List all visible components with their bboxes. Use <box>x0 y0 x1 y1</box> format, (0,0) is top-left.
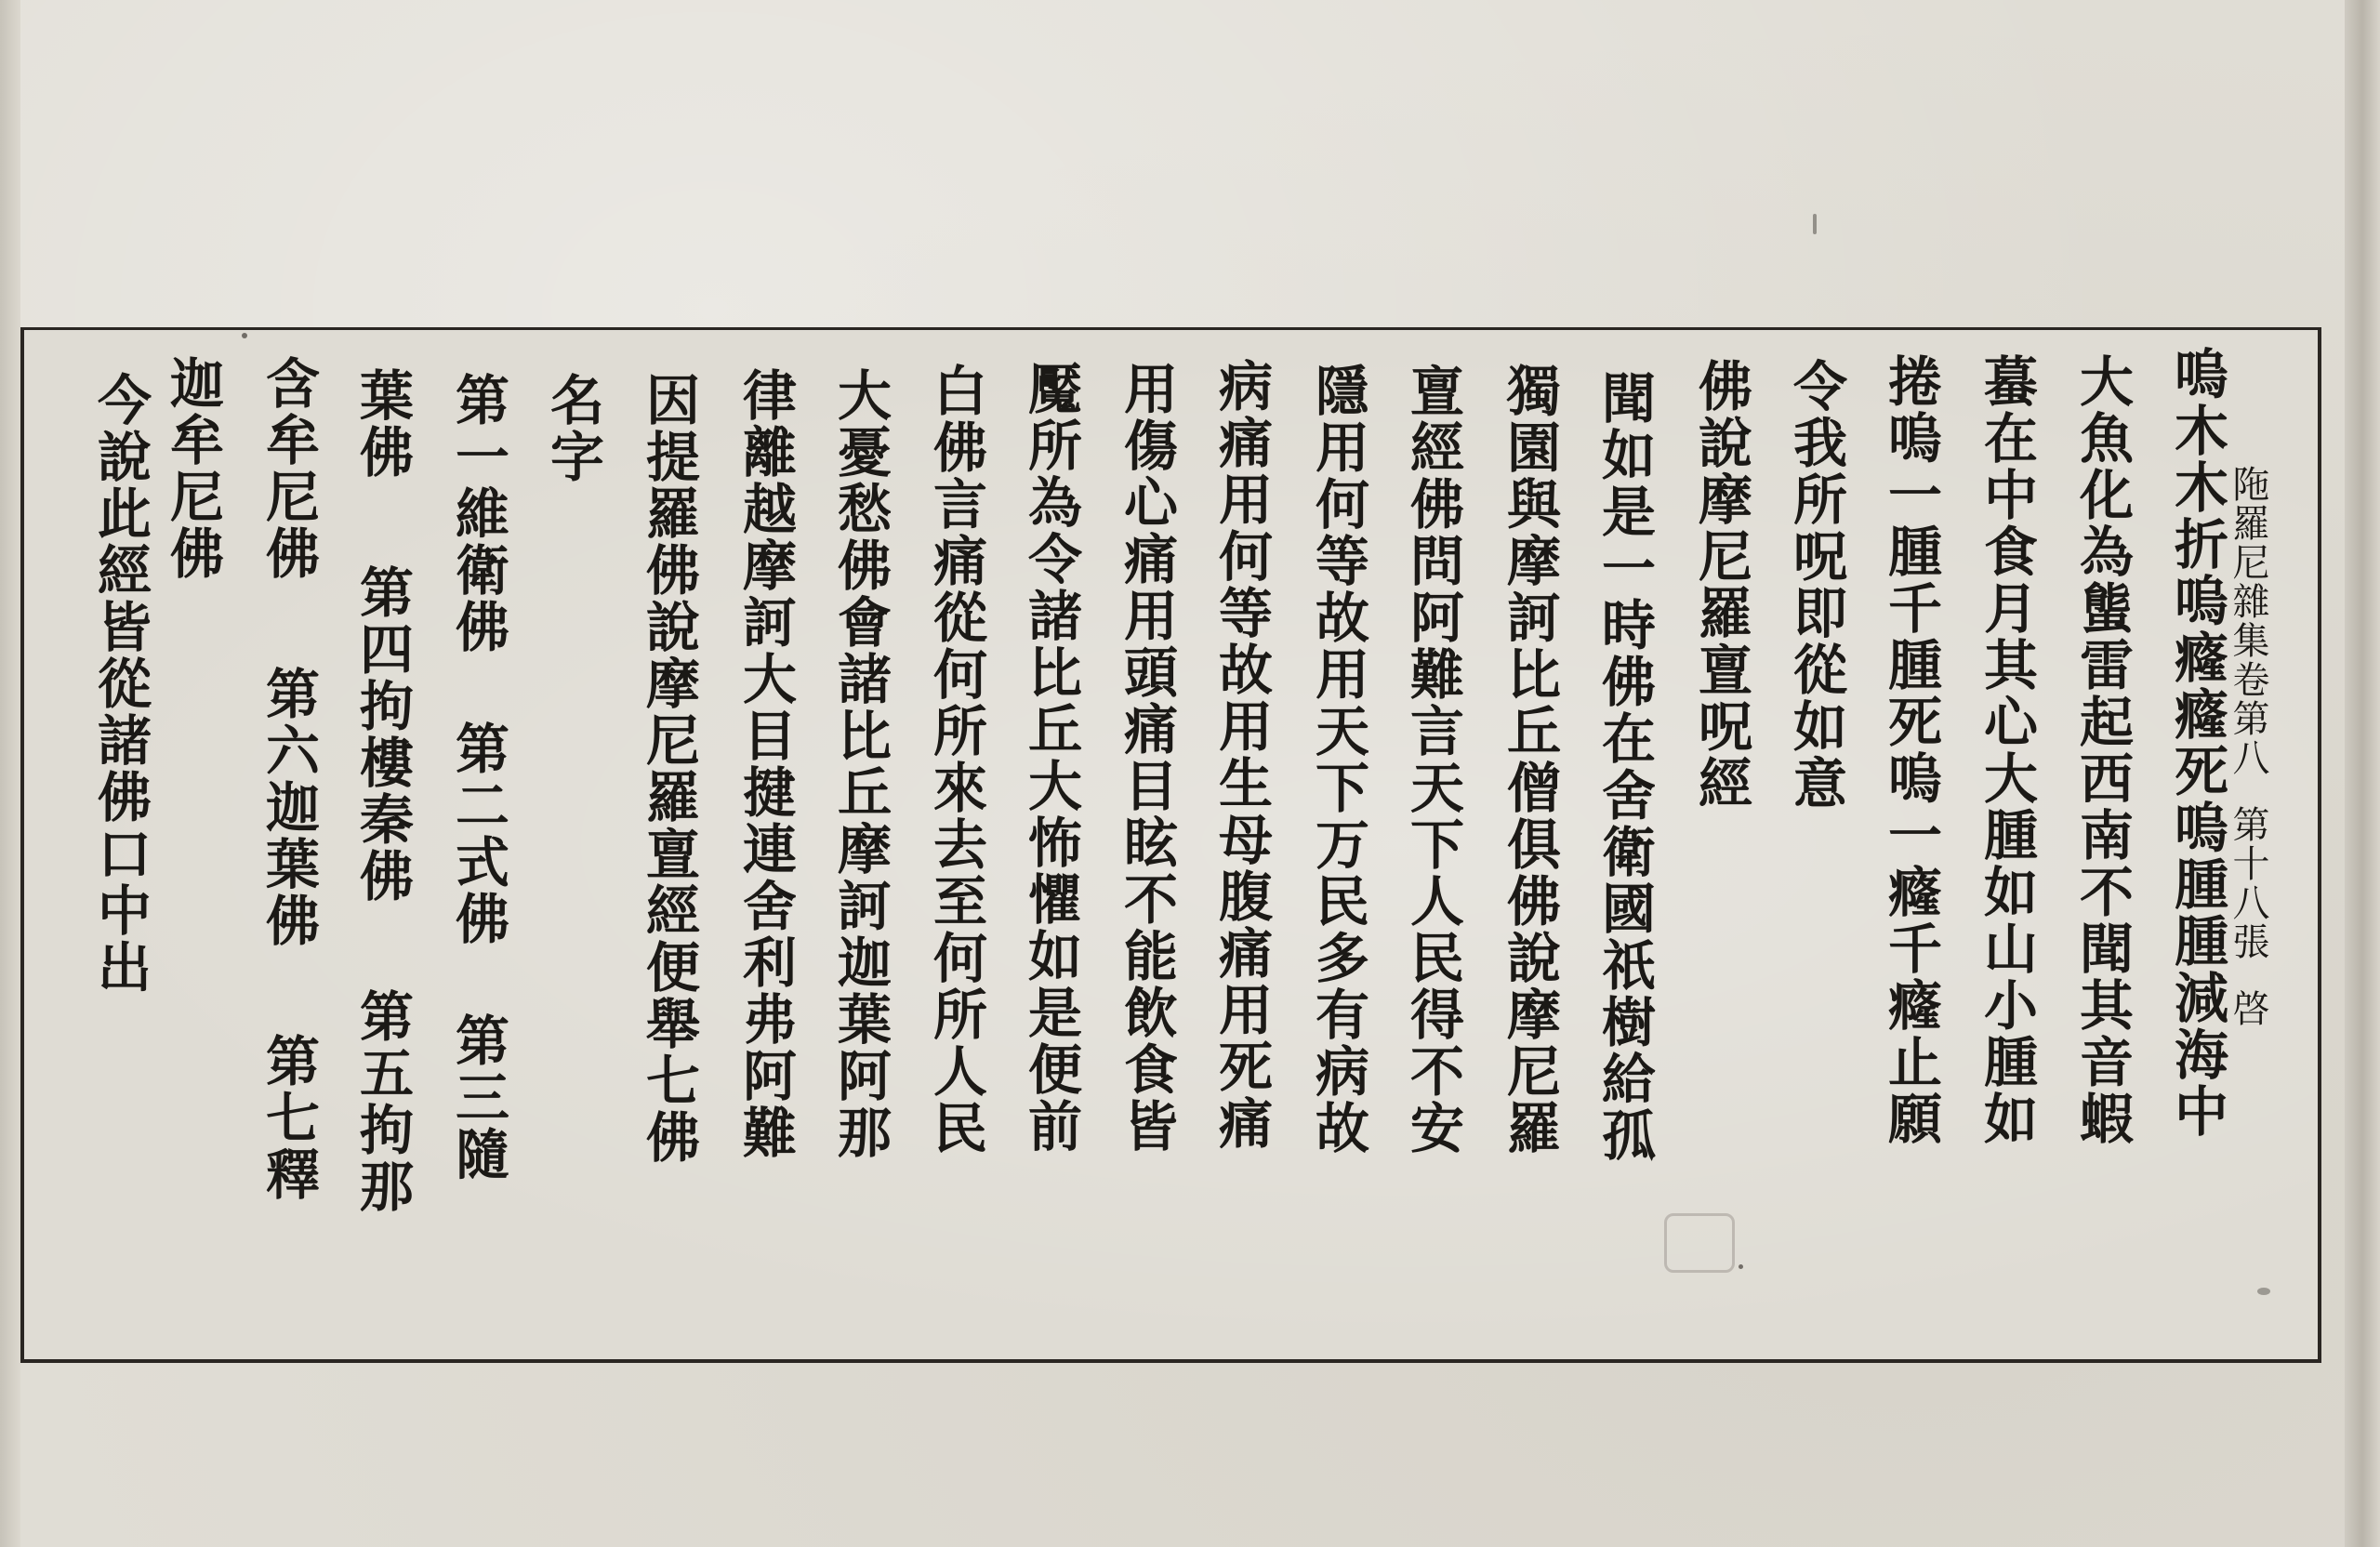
text-column: 大魚化為螚雷起西南不聞其音蝦 <box>2070 353 2134 1147</box>
buddha-name: 第三隨 <box>446 1012 509 1183</box>
text-column: 嗚木木折嗚癃癃死嗚腫腫減海中 <box>2165 346 2228 1140</box>
sutra-title-column: 佛說摩尼羅亶呪經 <box>1689 358 1752 812</box>
header-mark: 啓 <box>2227 989 2269 1028</box>
buddha-name: 第六迦葉佛 <box>257 666 320 949</box>
buddha-name: 第一維衛佛 <box>446 372 509 655</box>
text-column: 用傷心痛用頭痛目眩不能飲食皆 <box>1115 361 1178 1155</box>
paper-speck <box>1813 214 1817 234</box>
header-folio: 第十八張 <box>2227 805 2269 961</box>
paper-speck <box>1739 1264 1743 1269</box>
text-column: 因提羅佛說摩尼羅亶經便舉七佛 <box>637 372 700 1166</box>
buddha-name: 第四拘樓秦佛 <box>350 564 414 905</box>
text-column: 聞如是一時佛在舍衛國祇樹給孤 <box>1593 370 1656 1164</box>
buddha-list-column <box>446 372 509 1183</box>
text-column: 令我所呪即從如意 <box>1784 358 1847 812</box>
book-gutter <box>2345 0 2380 1547</box>
paper-speck <box>242 333 247 338</box>
header-title: 陁羅尼雜集卷第八 <box>2227 465 2269 777</box>
text-column: 隱用何等故用天下万民多有病故 <box>1306 363 1369 1157</box>
text-column: 白佛言痛從何所來去至何所人民 <box>924 363 987 1157</box>
text-column: 亶經佛問阿難言天下人民得不安 <box>1401 363 1464 1157</box>
header-note <box>2222 465 2275 1028</box>
buddha-name: 葉佛 <box>350 367 414 481</box>
buddha-name: 含牟尼佛 <box>257 355 320 582</box>
buddha-name: 第二式佛 <box>446 721 509 947</box>
text-column: 今說此經皆從諸佛口中出 <box>88 372 152 996</box>
buddha-name: 第五拘那 <box>350 988 414 1215</box>
text-column: 獨園與摩訶比丘僧俱佛說摩尼羅 <box>1498 363 1561 1157</box>
text-column: 魘所為令諸比丘大怖懼如是便前 <box>1019 361 1082 1155</box>
faint-seal-mark <box>1664 1213 1735 1273</box>
buddha-list-column <box>257 355 320 1203</box>
paper-speck <box>2257 1288 2270 1295</box>
text-column: 名字 <box>541 372 604 485</box>
text-column: 蟇在中食月其心大腫如山小腫如 <box>1975 353 2038 1147</box>
page-left-edge <box>0 0 20 1547</box>
text-column: 大憂愁佛會諸比丘摩訶迦葉阿那 <box>828 367 892 1161</box>
text-column: 律離越摩訶大目揵連舍利弗阿難 <box>734 367 797 1161</box>
buddha-list-column <box>350 367 414 1215</box>
buddha-list-column: 迦牟尼佛 <box>161 355 224 582</box>
buddha-name: 第七釋 <box>257 1033 320 1203</box>
text-column: 捲嗚一腫千腫死嗚一癃千癃止願 <box>1879 353 1942 1147</box>
text-column: 病痛用何等故用生母腹痛用死痛 <box>1210 358 1273 1152</box>
